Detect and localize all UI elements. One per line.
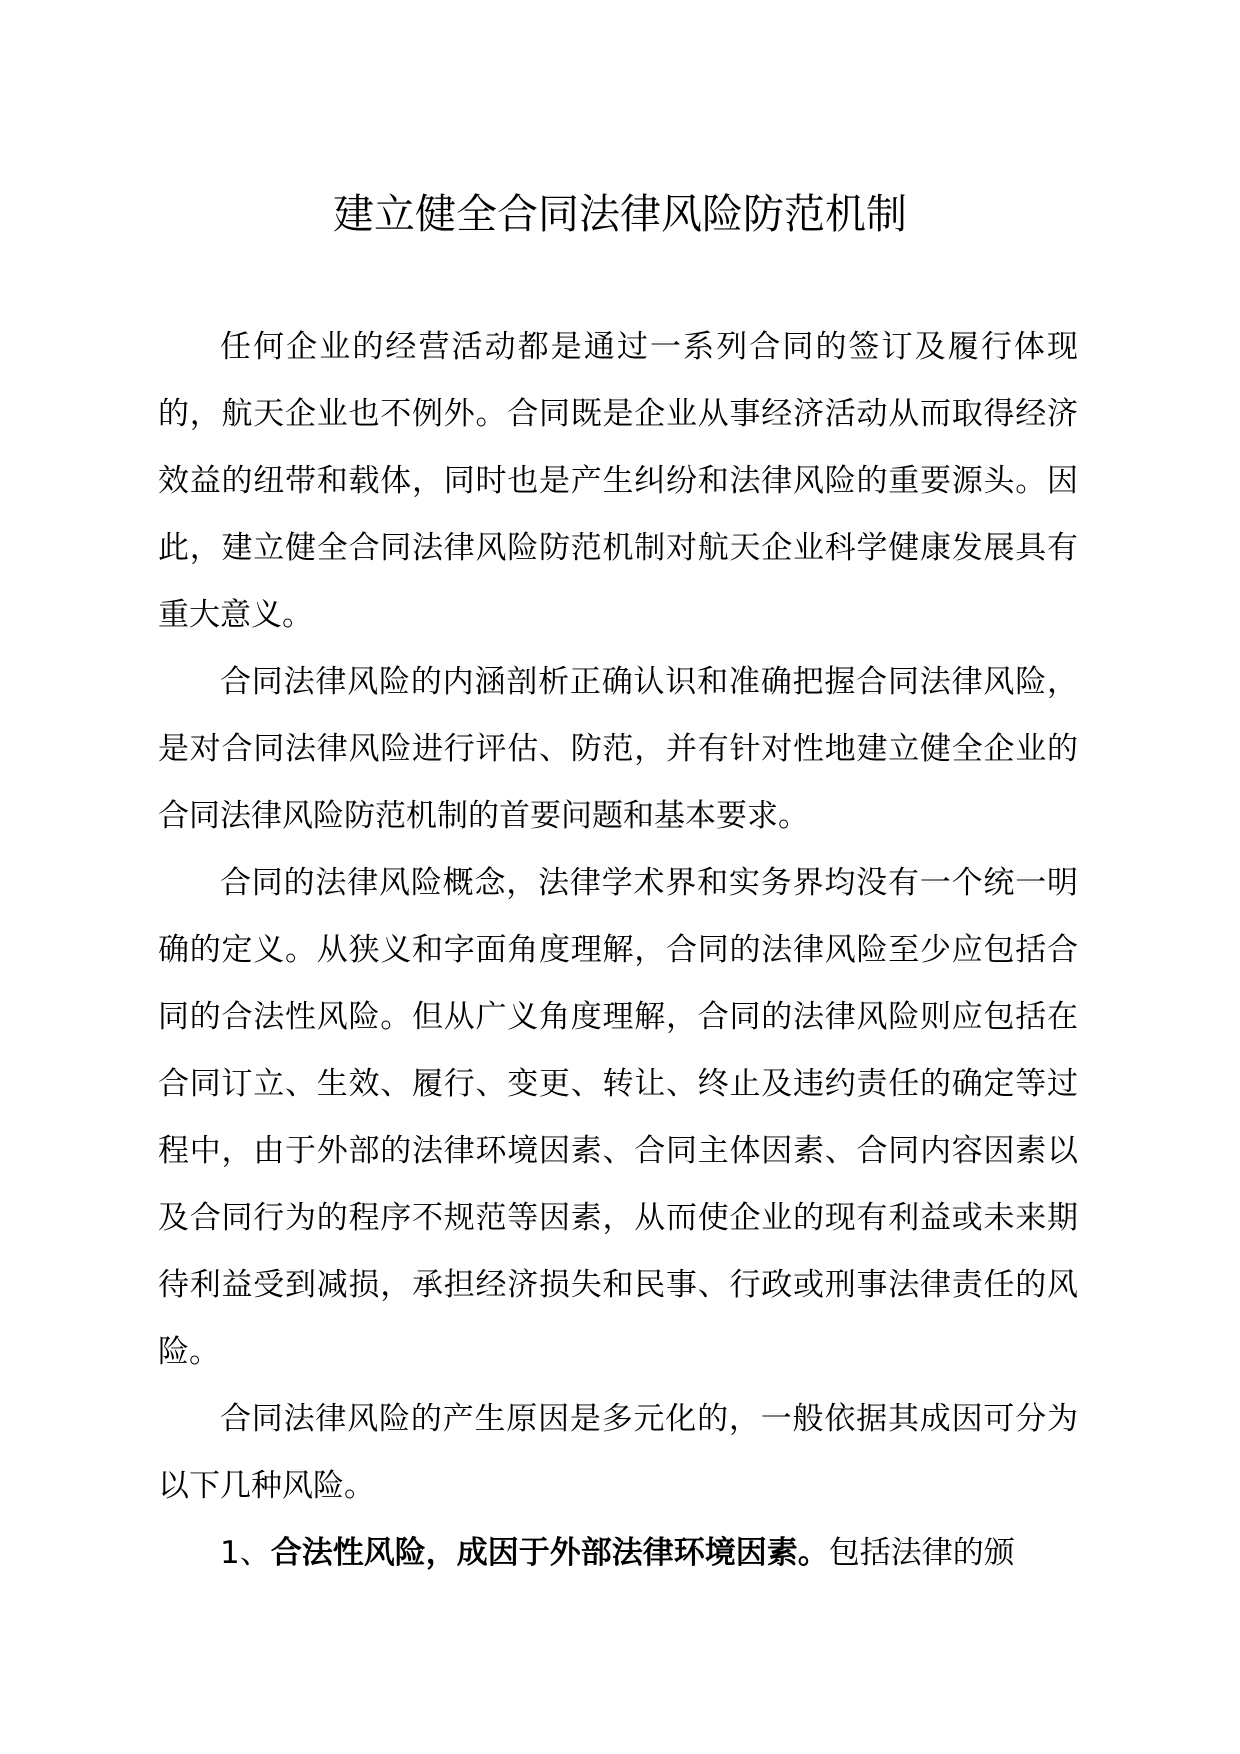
document-body (158, 314, 1078, 1587)
paragraph-concept: 合同的法律风险概念，法律学术界和实务界均没有一个统一明确的定义。从狭义和字面角度理解，合同的法律风险至少应包括合同的合法性风险。但从广义角度理解，合同的法律风险则应包括在合同订立、生效、履行、变更、转让、终止及违约责任的确定等过程中，由于外部的法律环境因素、合同主体因素、合同内容因素以及合同行为的程序不规范等因素，从而使企业的现有利益或未来期待利益受到减损，承担经济损失和民事、行政或刑事法律责任的风险。 (158, 865, 1078, 1370)
paragraph-causes: 合同法律风险的产生原因是多元化的，一般依据其成因可分为以下几种风险。 (158, 1401, 1078, 1504)
item-text: 包括法律的颁 (828, 1535, 1015, 1571)
list-item-legality-risk (158, 1520, 1078, 1587)
document-title: 建立健全合同法律风险防范机制 (333, 190, 907, 238)
paragraph-connotation: 合同法律风险的内涵剖析正确认识和准确把握合同法律风险，是对合同法律风险进行评估、防范，并有针对性地建立健全企业的合同法律风险防范机制的首要问题和基本要求。 (158, 664, 1078, 834)
item-number: 1、 (220, 1535, 271, 1571)
paragraph-intro: 任何企业的经营活动都是通过一系列合同的签订及履行体现的，航天企业也不例外。合同既是企业从事经济活动从而取得经济效益的纽带和载体，同时也是产生纠纷和法律风险的重要源头。因此，建立健全合同法律风险防范机制对航天企业科学健康发展具有重大意义。 (158, 329, 1078, 633)
item-heading: 合法性风险，成因于外部法律环境因素。 (270, 1535, 829, 1571)
